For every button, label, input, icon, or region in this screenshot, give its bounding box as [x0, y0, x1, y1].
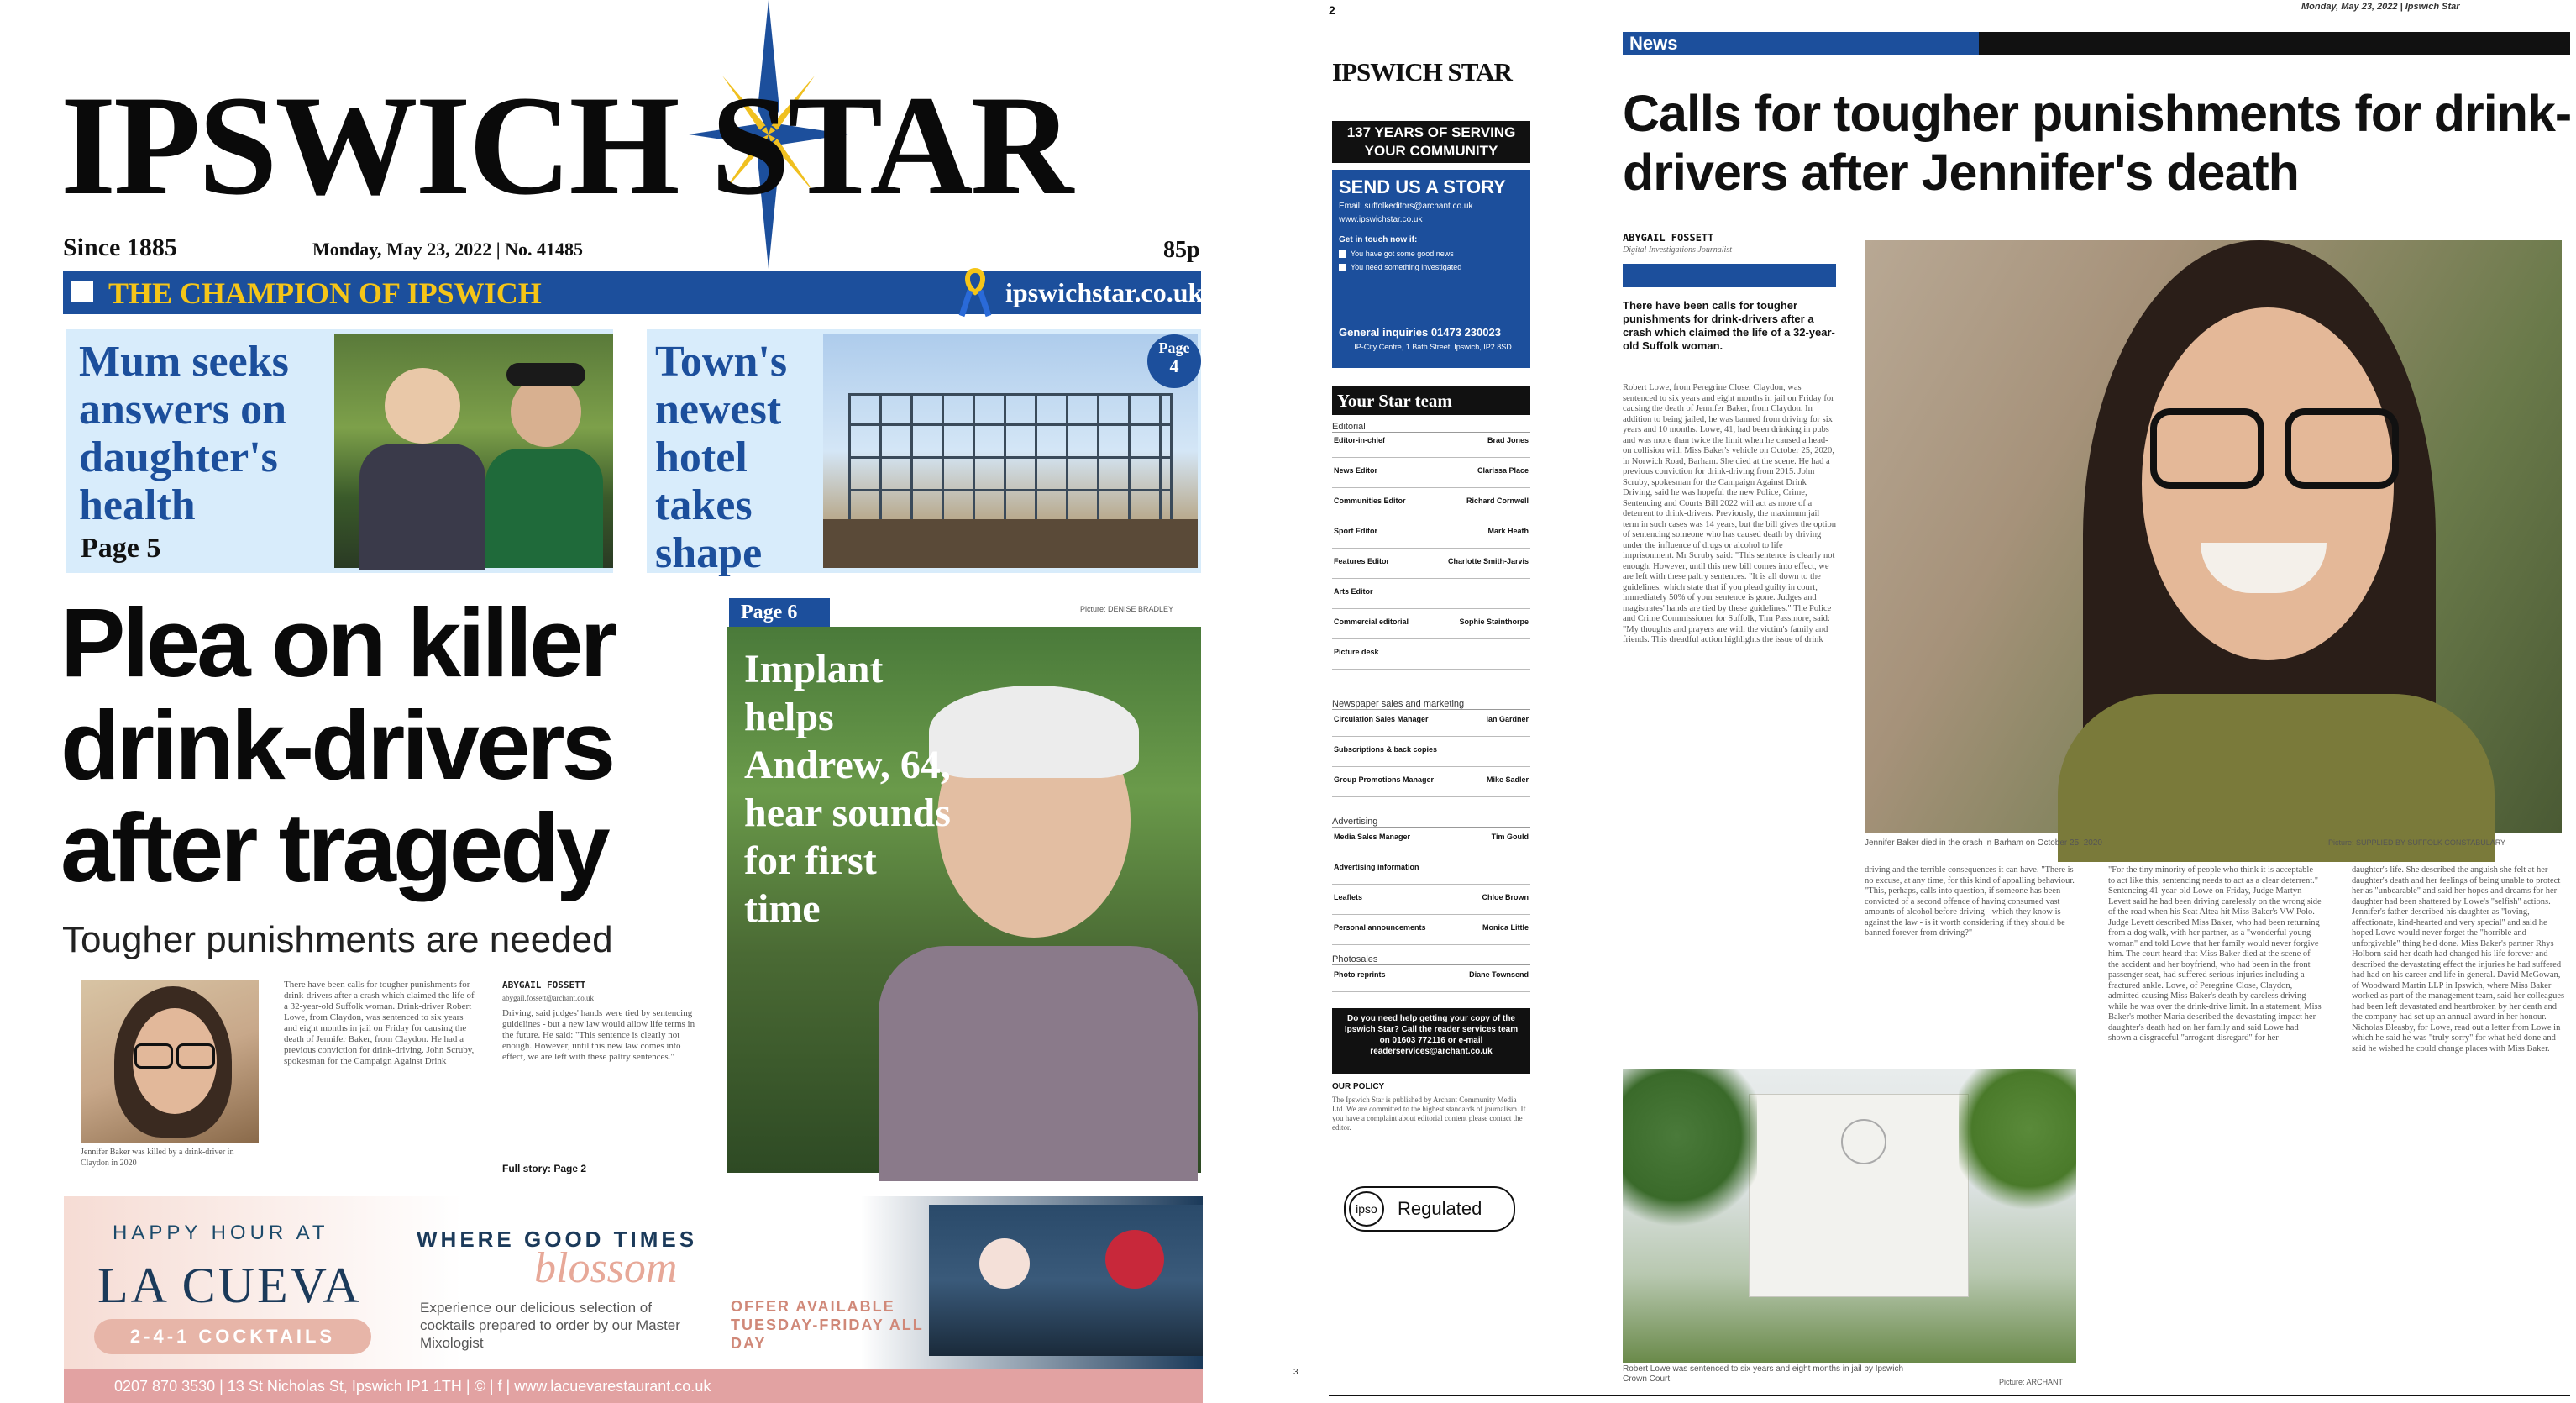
lead-byline-role: abygail.fossett@archant.co.uk — [502, 994, 595, 1002]
main-photo-caption: Jennifer Baker died in the crash in Barham on October 25, 2020 — [1865, 838, 2102, 848]
teaser-mum[interactable] — [66, 329, 613, 573]
advert-la-cueva[interactable] — [64, 1196, 1203, 1403]
ad-footer-bar: 0207 870 3530 | 13 St Nicholas St, Ipswich IP1 1TH | © | f | www.lacuevarestaurant.co.uk — [64, 1369, 1203, 1403]
article-col-2: driving and the terrible consequences it can have. "There is no excuse, at any time, for this kind of appalling behaviour. "This, perhaps, calls into question, if someone has been convicted of a second offence of having consumed vast amounts of alcohol before driving - which they know is against the law - is it worth considering if they should be banned forever from driving?" — [1865, 865, 2075, 938]
ad-happy-hour: HAPPY HOUR AT — [113, 1222, 329, 1244]
policy-text: The Ipswich Star is published by Archant Community Media Ltd. We are committed to the highest standards of journalism. If you have a complaint about editorial content please contact the editor. — [1332, 1096, 1526, 1132]
teaser-page: Page 5 — [81, 533, 161, 564]
article-col-4: daughter's life. She described the anguish she felt at her daughter's death and her feelings of being unable to protect her as "unbearable" and said her hopes and dreams for her daughter had been shattered by Lowe's "selfish" actions. Jennifer's father described his daughter as "loving, affectionate, kind-hearted and very special" and said he hoped Lowe would never forget the "horrible and unforgivable" thing he'd done. Miss Baker's partner Rhys Holborn said her death had changed his life forever and described the devastating effect the injuries he had suffered had had on his career and life in general. David McGowan, of Woodward Martin LLP in Ipswich, where Miss Baker worked as part of the management team, said her colleagues had been left devastated and heartbroken by her death and the company had set up an annual award in her honour. Nicholas Bleasby, for Lowe, read out a letter from Lowe in which he said he was "truly sorry" for what he'd done and said he wished he could change places with Miss Baker. — [2352, 865, 2565, 1054]
feature-page-tag[interactable]: Page 6 — [729, 598, 830, 627]
byline-bar — [1623, 264, 1836, 287]
ad-venue: LA CUEVA — [97, 1258, 362, 1313]
issue-date: Monday, May 23, 2022 | No. 41485 — [312, 239, 584, 260]
team-member: Advertising information — [1332, 862, 1530, 885]
header-date: Monday, May 23, 2022 | Ipswich Star — [2301, 2, 2460, 12]
lead-headline[interactable]: Plea on killer drink-drivers after tragedy — [60, 588, 615, 902]
team-member: Features Editor Charlotte Smith-Jarvis — [1332, 556, 1530, 579]
team-title: Your Star team — [1332, 386, 1530, 415]
feature-headline: Implant helps Andrew, 64, hear sounds for first time — [744, 647, 951, 931]
team-member: Communities Editor Richard Cornwell — [1332, 496, 1530, 518]
article-col-3: "For the tiny minority of people who think it is acceptable to act like this, sentencing needs to act as a clear deterrent." Sentencing 41-year-old Lowe on Friday, Judge Martyn Levett said he had been driving carelessly on the wrong side of the road when his Seat Altea hit Miss Baker's VW Polo. Judge Levett described Miss Baker, who had been returning from a dog walk, with her partner, as a "wonderful young woman" and told Lowe that her family would never forgive him. The court heard that Miss Baker died at the scene of the accident and her boyfriend, who had been in the front passenger seat, had suffered serious injuries including a fractured ankle. Lowe, of Peregrine Close, Claydon, admitted causing Miss Baker's death by careless driving while he was over the drink-drive limit. In a statement, Miss Baker's mother Maria described the devastating impact her daughter's death had on her family and said Lowe had shown a disgraceful "arrogant disregard" for her — [2108, 865, 2322, 1043]
team-member: Sport Editor Mark Heath — [1332, 526, 1530, 549]
masthead: IPSWICH STAR — [60, 66, 1072, 224]
sidebar — [1332, 29, 1534, 1381]
policy-title: OUR POLICY — [1332, 1082, 1385, 1091]
inside-page — [1260, 0, 2572, 1403]
standfirst: There have been calls for tougher punishments for drink-drivers after a crash which claimed the life of a 32-year-old Suffolk woman. — [1623, 299, 1835, 352]
team-member: Photo reprints Diane Townsend — [1332, 969, 1530, 992]
lead-subhead: Tougher punishments are needed — [62, 919, 613, 960]
advertising-section: Advertising — [1332, 817, 1530, 828]
feature-credit: Picture: DENISE BRADLEY — [1080, 605, 1174, 613]
checkbox-square-icon — [71, 281, 93, 302]
sales-section: Newspaper sales and marketing — [1332, 699, 1530, 710]
court-photo-credit: Picture: ARCHANT — [1999, 1378, 2064, 1386]
main-photo-credit: Picture: SUPPLIED BY SUFFOLK CONSTABULARY — [2328, 838, 2506, 847]
ipso-logo: ipso — [1349, 1191, 1384, 1227]
team-member: Editor-in-chief Brad Jones — [1332, 435, 1530, 458]
page-footer-line — [1329, 1395, 2570, 1396]
help-box: Do you need help getting your copy of the Ipswich Star? Call the reader services team on 01603 772116 or e-mail readerservices@archant.co.uk — [1332, 1008, 1530, 1074]
champion-slogan: THE CHAMPION OF IPSWICH — [108, 276, 542, 310]
team-member: Circulation Sales Manager Ian Gardner — [1332, 714, 1530, 737]
team-member: Commercial editorial Sophie Stainthorpe — [1332, 617, 1530, 639]
champion-bar — [63, 271, 1204, 314]
lead-body-left: There have been calls for tougher punishments for drink-drivers after a crash which claimed the life of a 32-year-old Suffolk woman. Drink-driver Robert Lowe, from Claydon, was sentenced to six years and eight months in jail on Friday for causing the death of Jennifer Baker, from Claydon. He had a previous conviction for drink-driving. John Scruby, spokesman for the Campaign Against Drink — [284, 980, 475, 1066]
team-member: Arts Editor — [1332, 586, 1530, 609]
team-member: Group Promotions Manager Mike Sadler — [1332, 775, 1530, 797]
teaser-headline: Mum seeks answers on daughter's health — [79, 338, 289, 529]
lead-photo-caption: Jennifer Baker was killed by a drink-driver in Claydon in 2020 — [81, 1148, 234, 1168]
team-member: Subscriptions & back copies — [1332, 744, 1530, 767]
send-story-box[interactable]: SEND US A STORY Email: suffolkeditors@archant.co.uk www.ipswichstar.co.uk Get in touch now if: You have got some good news You need something investigated General inquiries 01473 230023 IP-City Centre, 1 Bath Street, Ipswich, IP2 8SD — [1332, 170, 1530, 368]
ad-offer-pill: 2-4-1 COCKTAILS — [94, 1319, 371, 1354]
team-member: Personal announcements Monica Little — [1332, 922, 1530, 945]
teaser-hotel[interactable] — [647, 329, 1201, 577]
page-badge[interactable]: Page 4 — [1147, 334, 1201, 388]
ad-where: WHERE GOOD TIMES — [417, 1227, 698, 1252]
team-member: Leaflets Chloe Brown — [1332, 892, 1530, 915]
sidebar-logo: IPSWICH STAR — [1332, 57, 1512, 87]
team-member: Picture desk — [1332, 647, 1530, 670]
court-photo — [1623, 1069, 2076, 1363]
article-col-1: Robert Lowe, from Peregrine Close, Claydon, was sentenced to six years and eight months in jail on Friday for causing the death of Jennifer Baker, from Claydon. In addition to being jailed, he was banned from driving for six years and 10 months. Lowe, 41, had been drinking in pubs and was more than twice the limit when he caused a head-on collision with Miss Baker's vehicle on October 25, 2020, in Norwich Road, Barham. She died at the scene. He had a previous conviction for drink-driving from 2015. John Scruby, spokesman for the Campaign Against Drink Driving, said he was hopeful the new Police, Crime, Sentencing and Courts Bill 2022 will act as more of a deterrent to drink-drivers. Previously, the maximum jail term in such cases was 14 years, but the bill gives the option of sentencing someone who has caused death by driving under the influence of drugs or alcohol to life imprisonment. Mr Scruby said: "This sentence is clearly not enough. However, until this new bill comes into effect, we are left with these paltry sentences. "It is all down to the guidelines, which state that if you plead guilty in court, immediately 50% of your sentence is gone. Judges and magistrates' hands are tied by these guidelines." The Police and Crime Commissioner for Suffolk, Tim Passmore, said: "My thoughts and prayers are with the victim's family and friends. This dreadful action highlights the issue of drink — [1623, 383, 1836, 644]
lead-byline: ABYGAIL FOSSETT — [502, 980, 586, 991]
lead-photo-jennifer — [81, 980, 259, 1143]
ad-blossom: blossom — [534, 1244, 678, 1292]
bullet-box-icon — [1339, 250, 1346, 258]
price: 85p — [1163, 237, 1200, 263]
front-page — [0, 0, 1260, 1403]
page-number: 2 — [1329, 3, 1335, 17]
article-byline: ABYGAIL FOSSETT — [1623, 232, 1714, 244]
ribbon-icon — [960, 267, 990, 318]
team-member: Media Sales Manager Tim Gould — [1332, 832, 1530, 854]
bullet-box-icon — [1339, 264, 1346, 271]
teaser-photo-hotel — [823, 334, 1198, 568]
ad-offer-available: OFFER AVAILABLE TUESDAY-FRIDAY ALL DAY — [731, 1298, 924, 1352]
section-label: News — [1623, 32, 1979, 55]
section-bar — [1623, 32, 2570, 55]
ad-photo-cocktail — [929, 1205, 1203, 1356]
article-byline-role: Digital Investigations Journalist — [1623, 245, 1732, 255]
full-story-link[interactable]: Full story: Page 2 — [502, 1163, 587, 1174]
main-photo-jennifer — [1865, 240, 2562, 833]
since-year: Since 1885 — [63, 234, 177, 261]
article-headline: Calls for tougher punishments for drink-drivers after Jennifer's death — [1623, 85, 2572, 201]
lead-body-right: Driving, said judges' hands were tied by sentencing guidelines - but a new law would allow life terms in the future. He said: "This sentence is clearly not enough. However, until this new law comes into effect, we are left with these paltry sentences." — [502, 1008, 695, 1062]
footer-mark: 3 — [1293, 1368, 1298, 1377]
website-link[interactable]: ipswichstar.co.uk — [1005, 277, 1204, 307]
years-banner: 137 YEARS OF SERVING YOUR COMMUNITY — [1332, 121, 1530, 163]
teaser-photo-mum-daughter — [334, 334, 613, 568]
court-photo-caption: Robert Lowe was sentenced to six years and eight months in jail by Ipswich Crown Court — [1623, 1364, 1904, 1384]
team-member: News Editor Clarissa Place — [1332, 465, 1530, 488]
editorial-section: Editorial — [1332, 422, 1530, 433]
ipso-badge: ipso Regulated — [1344, 1186, 1515, 1232]
teaser-headline: Town's newest hotel takes shape — [655, 338, 788, 577]
photosales-section: Photosales — [1332, 954, 1530, 965]
feature-photo-andrew[interactable] — [727, 627, 1201, 1173]
ad-experience: Experience our delicious selection of cocktails prepared to order by our Master Mixologist — [420, 1300, 680, 1351]
